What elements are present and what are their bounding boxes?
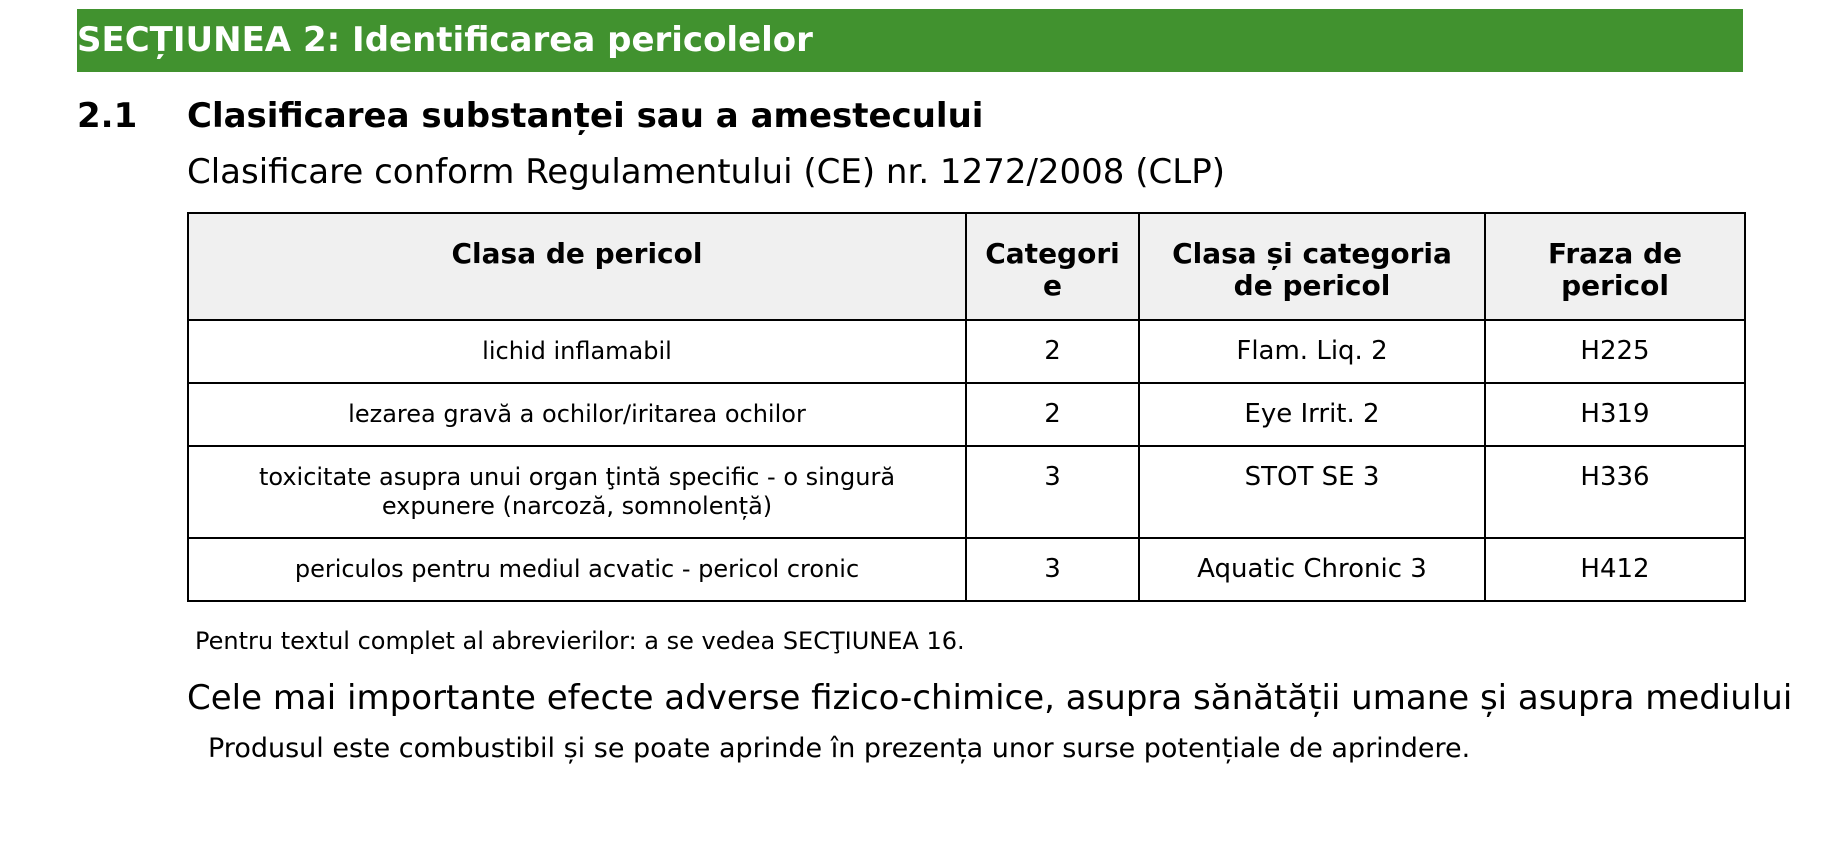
header-hazard-class: Clasa de pericol	[188, 213, 966, 320]
cell-hazard-statement: H336	[1485, 446, 1745, 538]
table-row	[188, 320, 1745, 383]
subsection-heading	[77, 95, 983, 137]
cell-category: 2	[966, 383, 1139, 446]
hazard-classification-table	[187, 212, 1746, 602]
header-category: Categori e	[966, 213, 1139, 320]
header-hazard-statement: Fraza de pericol	[1485, 213, 1745, 320]
table-header-row	[188, 213, 1745, 320]
subsection-title: Clasificarea substanței sau a amestecului	[187, 96, 984, 136]
cell-category: 2	[966, 320, 1139, 383]
table-row	[188, 383, 1745, 446]
cell-hazard-statement: H225	[1485, 320, 1745, 383]
section-banner	[77, 9, 1743, 72]
table-row	[188, 446, 1745, 538]
table-row	[188, 538, 1745, 601]
cell-class-category: Aquatic Chronic 3	[1139, 538, 1485, 601]
cell-hazard-class: periculos pentru mediul acvatic - pericol cronic	[188, 538, 966, 601]
effects-heading: Cele mai importante efecte adverse fizico-chimice, asupra sănătății umane și asupra mediului	[187, 678, 1793, 718]
effects-description: Produsul este combustibil și se poate aprinde în prezența unor surse potențiale de aprindere.	[208, 733, 1471, 764]
cell-hazard-statement: H319	[1485, 383, 1745, 446]
section-title: SECȚIUNEA 2: Identificarea pericolelor	[77, 20, 813, 60]
cell-hazard-class: lezarea gravă a ochilor/iritarea ochilor	[188, 383, 966, 446]
header-class-category: Clasa și categoria de pericol	[1139, 213, 1485, 320]
cell-category: 3	[966, 538, 1139, 601]
abbreviations-footnote: Pentru textul complet al abrevierilor: a se vedea SECŢIUNEA 16.	[195, 627, 965, 655]
cell-hazard-class: lichid inflamabil	[188, 320, 966, 383]
cell-class-category: STOT SE 3	[1139, 446, 1485, 538]
cell-class-category: Flam. Liq. 2	[1139, 320, 1485, 383]
classification-basis: Clasificare conform Regulamentului (CE) nr. 1272/2008 (CLP)	[187, 152, 1225, 192]
cell-class-category: Eye Irrit. 2	[1139, 383, 1485, 446]
cell-hazard-class: toxicitate asupra unui organ ţintă specific - o singură expunere (narcoză, somnolență)	[188, 446, 966, 538]
cell-hazard-statement: H412	[1485, 538, 1745, 601]
cell-category: 3	[966, 446, 1139, 538]
subsection-number: 2.1	[77, 96, 138, 136]
